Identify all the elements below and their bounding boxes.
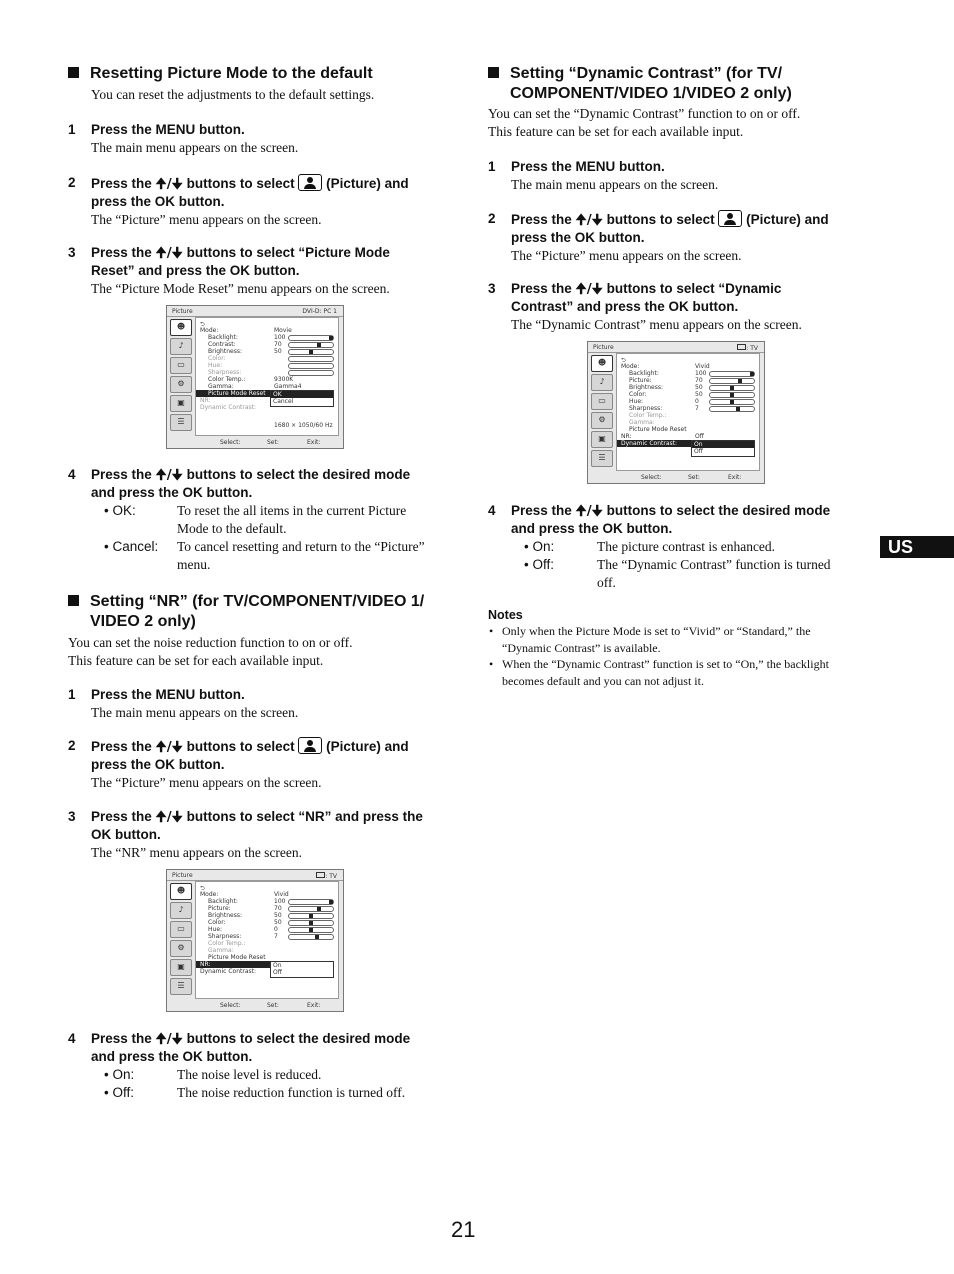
section-title-dynamic-contrast: Setting “Dynamic Contrast” (for TV/ COMPONENT/VIDEO 1/VIDEO 2 only) bbox=[488, 64, 792, 104]
section-intro: You can set the noise reduction function to on or off. This feature can be set for each available input. bbox=[68, 635, 353, 668]
step-2: 2 Press the 🠉/🠋 buttons to select (Picture) and press the OK button. The “Picture” menu appears on the screen. bbox=[68, 738, 409, 790]
picture-menu-icon: ☻ bbox=[170, 319, 192, 336]
osd-screen-nr: Picture : TV ☻ ♪ ▭ ⚙ ▣ ☰ ⮌ Mode: Vivid Backlight: 100 Picture: 70 Brightness: 50 Color: 50 Hue: 0 Sharpness: 7 Color Temp.: Gamma: Picture Mode Reset NR: Dynamic Contrast: On Off Select: Set: Exit: bbox=[166, 869, 344, 1012]
picture-icon bbox=[298, 737, 322, 754]
square-bullet-icon bbox=[488, 67, 499, 78]
options-menu-icon: ☰ bbox=[591, 450, 613, 467]
osd-screen-picture-mode-reset: Picture DVI-D: PC 1 ☻ ♪ ▭ ⚙ ▣ ☰ ⮌ Mode: Movie Backlight: 100 Contrast: 70 Brightness: 50 Color: Hue: Sharpness: Color Temp.: 9300K Gamma: Gamma4 Picture Mode Reset NR: Dynamic Contrast: OK Cancel 1680 × 1050/60 Hz Select: Set: Exit: bbox=[166, 305, 344, 449]
sound-menu-icon: ♪ bbox=[170, 338, 192, 355]
section-intro: You can set the “Dynamic Contrast” function to on or off. This feature can be set for each available input. bbox=[488, 106, 801, 139]
option-list: • OK: To reset the all items in the current Picture Mode to the default. • Cancel: To cancel resetting and return to the “Picture” menu. bbox=[104, 503, 425, 572]
step-2: 2 Press the 🠉/🠋 buttons to select (Picture) and press the OK button. The “Picture” menu appears on the screen. bbox=[68, 175, 409, 227]
square-bullet-icon bbox=[68, 67, 79, 78]
up-down-arrow-icon: 🠉/🠋 bbox=[575, 281, 603, 297]
contrast-slider bbox=[288, 342, 334, 348]
up-down-arrow-icon: 🠉/🠋 bbox=[575, 212, 603, 228]
return-icon: ⮌ bbox=[200, 885, 205, 892]
step-1: 1 Press the MENU button. The main menu appears on the screen. bbox=[68, 122, 299, 155]
backlight-slider bbox=[288, 335, 334, 341]
up-down-arrow-icon: 🠉/🠋 bbox=[155, 1031, 183, 1047]
step-2: 2 Press the 🠉/🠋 buttons to select (Picture) and press the OK button. The “Picture” menu appears on the screen. bbox=[488, 211, 829, 263]
step-1: 1 Press the MENU button. The main menu appears on the screen. bbox=[68, 687, 299, 720]
options-menu-icon: ☰ bbox=[170, 414, 192, 431]
option-list: • On: The picture contrast is enhanced. • Off: The “Dynamic Contrast” function is turned off. bbox=[524, 539, 831, 590]
picture-icon bbox=[718, 210, 742, 227]
sound-menu-icon: ♪ bbox=[170, 902, 192, 919]
section-intro: You can reset the adjustments to the default settings. bbox=[91, 87, 375, 102]
section-title-reset: Resetting Picture Mode to the default bbox=[68, 64, 373, 84]
screen-menu-icon: ▭ bbox=[591, 393, 613, 410]
return-icon: ⮌ bbox=[621, 357, 626, 364]
up-down-arrow-icon: 🠉/🠋 bbox=[155, 467, 183, 483]
pip-menu-icon: ▣ bbox=[591, 431, 613, 448]
up-down-arrow-icon: 🠉/🠋 bbox=[155, 739, 183, 755]
page-number: 21 bbox=[451, 1217, 476, 1242]
screen-menu-icon: ▭ bbox=[170, 921, 192, 938]
step-3: 3 Press the 🠉/🠋 buttons to select “Picture Mode Reset” and press the OK button. The “Picture Mode Reset” menu appears on the screen. bbox=[68, 245, 390, 296]
brightness-slider bbox=[288, 349, 334, 355]
notes-list: • Only when the Picture Mode is set to “Vivid” or “Standard,” the “Dynamic Contrast” is available. • When the “Dynamic Contrast” function is set to “On,” the backlight becomes default and you can not adjust it. bbox=[489, 624, 829, 688]
up-down-arrow-icon: 🠉/🠋 bbox=[155, 176, 183, 192]
setup-menu-icon: ⚙ bbox=[591, 412, 613, 429]
section-title-nr: Setting “NR” (for TV/COMPONENT/VIDEO 1/ VIDEO 2 only) bbox=[68, 592, 424, 632]
step-4: 4 Press the 🠉/🠋 buttons to select the desired mode and press the OK button. bbox=[68, 467, 411, 500]
language-tab: US bbox=[880, 536, 954, 558]
setup-menu-icon: ⚙ bbox=[170, 940, 192, 957]
sound-menu-icon: ♪ bbox=[591, 374, 613, 391]
options-menu-icon: ☰ bbox=[170, 978, 192, 995]
pip-menu-icon: ▣ bbox=[170, 959, 192, 976]
notes-heading: Notes bbox=[488, 608, 523, 622]
picture-menu-icon: ☻ bbox=[170, 883, 192, 900]
step-3: 3 Press the 🠉/🠋 buttons to select “NR” and press the OK button. The “NR” menu appears on the screen. bbox=[68, 809, 423, 860]
step-4: 4 Press the 🠉/🠋 buttons to select the desired mode and press the OK button. bbox=[488, 503, 831, 536]
pip-menu-icon: ▣ bbox=[170, 395, 192, 412]
setup-menu-icon: ⚙ bbox=[170, 376, 192, 393]
up-down-arrow-icon: 🠉/🠋 bbox=[575, 503, 603, 519]
step-1: 1 Press the MENU button. The main menu appears on the screen. bbox=[488, 159, 719, 192]
step-3: 3 Press the 🠉/🠋 buttons to select “Dynamic Contrast” and press the OK button. The “Dynamic Contrast” menu appears on the screen. bbox=[488, 281, 802, 332]
option-list: • On: The noise level is reduced. • Off: The noise reduction function is turned off. bbox=[104, 1067, 406, 1100]
square-bullet-icon bbox=[68, 595, 79, 606]
screen-menu-icon: ▭ bbox=[170, 357, 192, 374]
step-4: 4 Press the 🠉/🠋 buttons to select the desired mode and press the OK button. bbox=[68, 1031, 411, 1064]
up-down-arrow-icon: 🠉/🠋 bbox=[155, 245, 183, 261]
return-icon: ⮌ bbox=[200, 321, 205, 328]
up-down-arrow-icon: 🠉/🠋 bbox=[155, 809, 183, 825]
osd-screen-dynamic-contrast: Picture : TV ☻ ♪ ▭ ⚙ ▣ ☰ ⮌ Mode: Vivid Backlight: 100 Picture: 70 Brightness: 50 Color: 50 Hue: 0 Sharpness: 7 Color Temp.: Gamma: Picture Mode Reset NR: Off Dynamic Contrast: On Off Select: Set: Exit: bbox=[587, 341, 765, 484]
picture-icon bbox=[298, 174, 322, 191]
picture-menu-icon: ☻ bbox=[591, 355, 613, 372]
